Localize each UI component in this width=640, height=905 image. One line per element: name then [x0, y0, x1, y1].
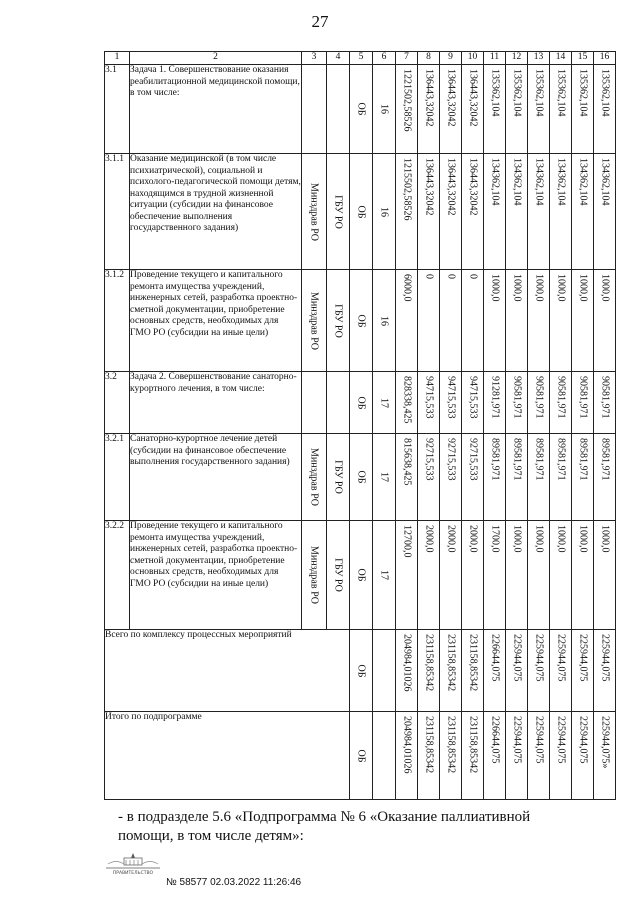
- row-name: Оказание медицинской (в том числе психиатрической), социальной и психолого-педагогической помощи детям, находящимся в трудной жизненной ситуации (субсидии на финансовое обеспечение выполнения государственного задания): [130, 154, 302, 270]
- total-value-cell: [506, 712, 528, 800]
- table-row: [105, 154, 616, 270]
- funding-value-cell: [572, 521, 594, 630]
- total-value: 231158,85342: [445, 716, 456, 774]
- funding-value: 815638,425: [401, 438, 412, 486]
- row-index: 17: [378, 570, 390, 580]
- budget-source-cell: [350, 65, 373, 154]
- funding-value: 2000,0: [445, 525, 456, 553]
- total-value-cell: [506, 630, 528, 712]
- total-value-cell: [418, 712, 440, 800]
- table-body: [105, 52, 616, 800]
- funding-value: 1215502,58526: [401, 158, 412, 221]
- funding-value-cell: [440, 270, 462, 372]
- total-value-cell: [550, 630, 572, 712]
- budget-source: ОБ: [355, 664, 367, 677]
- total-value: 225944,075: [599, 634, 610, 682]
- total-value: 225944,075: [511, 634, 522, 682]
- funding-value-cell: [594, 65, 616, 154]
- funding-value-cell: [396, 372, 418, 434]
- total-value: 225944,075: [577, 716, 588, 764]
- funding-value-cell: [418, 154, 440, 270]
- funding-value: 134362,104: [489, 158, 500, 206]
- funding-value: 136443,32042: [423, 158, 434, 216]
- executor: ГБУ РО: [332, 460, 344, 494]
- total-value-cell: [462, 630, 484, 712]
- total-value: 231158,85342: [467, 716, 478, 774]
- column-number-header: 15: [572, 52, 594, 65]
- funding-value-cell: [484, 65, 506, 154]
- funding-value: 1000,0: [577, 525, 588, 553]
- funding-value: 90581,971: [533, 376, 544, 419]
- total-value: 204984,01026: [401, 634, 412, 692]
- funding-value: 0: [445, 274, 456, 279]
- funding-value: 136443,32042: [423, 69, 434, 127]
- funding-value-cell: [440, 521, 462, 630]
- row-code: 3.1.2: [105, 270, 130, 372]
- funding-value: 1000,0: [599, 525, 610, 553]
- column-number-header: 2: [130, 52, 302, 65]
- funding-value-cell: [572, 65, 594, 154]
- table-row: [105, 521, 616, 630]
- funding-value: 136443,32042: [445, 158, 456, 216]
- budget-source-cell: [350, 434, 373, 521]
- funding-value: 89581,971: [577, 438, 588, 481]
- total-value: 225944,075: [577, 634, 588, 682]
- page-number: 27: [311, 12, 329, 31]
- funding-value: 89581,971: [599, 438, 610, 481]
- funding-value-cell: [462, 154, 484, 270]
- funding-value: 136443,32042: [445, 69, 456, 127]
- budget-source-cell: [350, 630, 373, 712]
- row-code: 3.1.1: [105, 154, 130, 270]
- header-row: [105, 52, 616, 65]
- funding-value-cell: [506, 270, 528, 372]
- total-value-cell: [550, 712, 572, 800]
- funding-value-cell: [506, 372, 528, 434]
- funding-value-cell: [462, 65, 484, 154]
- ministry-cell: [302, 270, 327, 372]
- total-value-cell: [440, 712, 462, 800]
- funding-value-cell: [594, 434, 616, 521]
- total-value-cell: [572, 712, 594, 800]
- funding-value-cell: [528, 372, 550, 434]
- funding-value-cell: [440, 372, 462, 434]
- funding-value: 828338,425: [401, 376, 412, 424]
- ministry: Минздрав РО: [308, 182, 320, 241]
- funding-value-cell: [418, 65, 440, 154]
- funding-value-cell: [418, 372, 440, 434]
- funding-value-cell: [528, 434, 550, 521]
- funding-value-cell: [550, 434, 572, 521]
- funding-value-cell: [440, 65, 462, 154]
- funding-value-cell: [418, 270, 440, 372]
- row-name: Задача 1. Совершенствование оказания реабилитационной медицинской помощи, в том числе:: [130, 65, 302, 154]
- budget-source-cell: [350, 521, 373, 630]
- total-value: 225944,075: [555, 634, 566, 682]
- funding-value-cell: [396, 65, 418, 154]
- funding-value: 135362,104: [555, 69, 566, 117]
- funding-value-cell: [462, 434, 484, 521]
- total-value-cell: [594, 712, 616, 800]
- funding-value-cell: [528, 154, 550, 270]
- funding-value: 92715,533: [467, 438, 478, 481]
- column-number-header: 8: [418, 52, 440, 65]
- total-value: 225944,075: [533, 634, 544, 682]
- budget-source: ОБ: [355, 314, 367, 327]
- funding-value: 134362,104: [577, 158, 588, 206]
- row-index: 17: [378, 397, 390, 408]
- funding-value-cell: [484, 434, 506, 521]
- funding-value-cell: [506, 434, 528, 521]
- budget-source: ОБ: [355, 396, 367, 409]
- paragraph-line-2: помощи, в том числе детям»:: [118, 828, 304, 844]
- budget-source: ОБ: [355, 470, 367, 484]
- total-value: 225944,075»: [599, 716, 610, 769]
- funding-value: 90581,971: [599, 376, 610, 419]
- funding-value: 2000,0: [423, 525, 434, 553]
- total-value: 226644,075: [489, 634, 500, 682]
- executor: ГБУ РО: [332, 194, 344, 229]
- total-value: 225944,075: [555, 716, 566, 764]
- funding-value: 89581,971: [489, 438, 500, 481]
- column-number-header: 1: [105, 52, 130, 65]
- funding-value-cell: [506, 154, 528, 270]
- funding-value: 1700,0: [489, 525, 500, 553]
- funding-value-cell: [594, 270, 616, 372]
- funding-value-cell: [506, 521, 528, 630]
- funding-value: 0: [467, 274, 478, 279]
- column-number-header: 11: [484, 52, 506, 65]
- funding-value: 0: [423, 274, 434, 279]
- budget-source: ОБ: [355, 102, 367, 116]
- table-row: [105, 372, 616, 434]
- row-code: 3.1: [105, 65, 130, 154]
- funding-value: 135362,104: [599, 69, 610, 117]
- budget-source: ОБ: [355, 205, 367, 218]
- ministry-cell: [302, 521, 327, 630]
- funding-value-cell: [484, 270, 506, 372]
- column-number-header: 6: [373, 52, 396, 65]
- ministry-cell: [302, 372, 327, 434]
- total-label: Итого по подпрограмме: [105, 712, 350, 800]
- row-index-cell: [373, 434, 396, 521]
- funding-value: 134362,104: [599, 158, 610, 206]
- funding-value: 90581,971: [555, 376, 566, 419]
- row-index: 17: [378, 472, 390, 482]
- funding-value-cell: [396, 434, 418, 521]
- table-row: [105, 434, 616, 521]
- row-code: 3.2: [105, 372, 130, 434]
- total-value-cell: [572, 630, 594, 712]
- funding-value: 134362,104: [555, 158, 566, 206]
- total-label: Всего по комплексу процессных мероприятий: [105, 630, 350, 712]
- funding-value-cell: [462, 521, 484, 630]
- total-row: [105, 712, 616, 800]
- table-row: [105, 65, 616, 154]
- column-number-header: 14: [550, 52, 572, 65]
- funding-value-cell: [418, 434, 440, 521]
- ministry-cell: [302, 65, 327, 154]
- funding-value-cell: [484, 372, 506, 434]
- total-value-cell: [440, 630, 462, 712]
- paragraph-line-1: - в подразделе 5.6 «Подпрограмма № 6 «Оказание паллиативной: [118, 809, 531, 825]
- total-value: 231158,85342: [467, 634, 478, 692]
- row-index: 16: [378, 206, 390, 217]
- funding-value-cell: [550, 372, 572, 434]
- funding-value: 1000,0: [489, 274, 500, 302]
- total-value: 225944,075: [511, 716, 522, 764]
- row-index: 16: [378, 104, 390, 114]
- document-signature: № 58577 02.03.2022 11:26:46: [166, 877, 302, 888]
- table-row: [105, 270, 616, 372]
- funding-value-cell: [528, 521, 550, 630]
- funding-value-cell: [550, 154, 572, 270]
- funding-value: 135362,104: [489, 69, 500, 117]
- funding-value: 1000,0: [533, 274, 544, 302]
- funding-value-cell: [396, 521, 418, 630]
- funding-value-cell: [462, 270, 484, 372]
- funding-value: 135362,104: [533, 69, 544, 117]
- funding-value: 134362,104: [533, 158, 544, 206]
- budget-source-cell: [350, 270, 373, 372]
- funding-value: 91281,971: [489, 376, 500, 419]
- row-code: 3.2.1: [105, 434, 130, 521]
- funding-value: 89581,971: [533, 438, 544, 481]
- budget-source-cell: [350, 372, 373, 434]
- executor-cell: [327, 521, 350, 630]
- funding-value: 90581,971: [577, 376, 588, 419]
- funding-value-cell: [572, 154, 594, 270]
- funding-value: 12700,0: [401, 525, 412, 558]
- total-value-cell: [484, 630, 506, 712]
- funding-value-cell: [418, 521, 440, 630]
- total-value-cell: [484, 712, 506, 800]
- budget-source: ОБ: [355, 749, 367, 762]
- funding-value-cell: [396, 270, 418, 372]
- funding-value: 92715,533: [423, 438, 434, 481]
- funding-value: 89581,971: [511, 438, 522, 481]
- column-number-header: 3: [302, 52, 327, 65]
- column-number-header: 9: [440, 52, 462, 65]
- funding-value: 135362,104: [577, 69, 588, 117]
- total-value-cell: [396, 630, 418, 712]
- funding-value: 1000,0: [511, 274, 522, 302]
- row-index-cell: [373, 65, 396, 154]
- executor-cell: [327, 372, 350, 434]
- funding-value: 136443,32042: [467, 158, 478, 216]
- funding-value: 94715,533: [423, 376, 434, 419]
- funding-value: 1000,0: [555, 274, 566, 302]
- funding-value: 1000,0: [555, 525, 566, 553]
- funding-value-cell: [572, 434, 594, 521]
- column-number-header: 4: [327, 52, 350, 65]
- total-value-cell: [528, 712, 550, 800]
- total-value: 231158,85342: [423, 716, 434, 774]
- column-number-header: 7: [396, 52, 418, 65]
- budget-table: [104, 51, 616, 800]
- total-value: 204984,01026: [401, 716, 412, 774]
- executor: ГБУ РО: [332, 558, 344, 592]
- row-index-cell: [373, 270, 396, 372]
- executor-cell: [327, 65, 350, 154]
- stamp-text: ПРАВИТЕЛЬСТВО: [112, 871, 154, 876]
- funding-value: 6000,0: [401, 274, 412, 302]
- row-name: Проведение текущего и капитального ремонта имущества учреждений, инженерных сетей, разработка проектно-сметной документации, приобретение основных средств, необходимых для ГМО РО (субсидии на иные цели): [130, 521, 302, 630]
- ministry: Минздрав РО: [308, 291, 320, 350]
- ministry: Минздрав РО: [308, 447, 320, 507]
- funding-value: 1000,0: [577, 274, 588, 302]
- row-name: Задача 2. Совершенствование санаторно-курортного лечения, в том числе:: [130, 372, 302, 434]
- funding-value: 2000,0: [467, 525, 478, 553]
- total-value: 231158,85342: [423, 634, 434, 692]
- funding-value-cell: [572, 372, 594, 434]
- amendment-paragraph: [118, 808, 618, 846]
- funding-value: 135362,104: [511, 69, 522, 117]
- funding-value-cell: [396, 154, 418, 270]
- ministry-cell: [302, 434, 327, 521]
- funding-value-cell: [484, 521, 506, 630]
- funding-value: 1000,0: [533, 525, 544, 553]
- funding-value-cell: [506, 65, 528, 154]
- funding-value-cell: [528, 270, 550, 372]
- executor: ГБУ РО: [332, 303, 344, 338]
- ministry-cell: [302, 154, 327, 270]
- funding-value: 94715,533: [467, 376, 478, 419]
- funding-value-cell: [484, 154, 506, 270]
- ministry: Минздрав РО: [308, 545, 320, 605]
- row-name: Проведение текущего и капитального ремонта имущества учреждений, инженерных сетей, разработка проектно-сметной документации, приобретение основных средств, необходимых для ГМО РО (субсидии на иные цели): [130, 270, 302, 372]
- total-value: 226644,075: [489, 716, 500, 764]
- row-name: Санаторно-курортное лечение детей (субсидии на финансовое обеспечение выполнения государственного задания): [130, 434, 302, 521]
- column-number-header: 10: [462, 52, 484, 65]
- executor-cell: [327, 434, 350, 521]
- row-index-cell: [373, 521, 396, 630]
- funding-value: 90581,971: [511, 376, 522, 419]
- funding-value-cell: [550, 270, 572, 372]
- row-index: 16: [378, 315, 390, 326]
- funding-value: 134362,104: [511, 158, 522, 206]
- funding-value-cell: [440, 434, 462, 521]
- funding-value-cell: [528, 65, 550, 154]
- total-value-cell: [418, 630, 440, 712]
- budget-source: ОБ: [355, 568, 367, 582]
- total-value-cell: [462, 712, 484, 800]
- row-index-cell: [373, 372, 396, 434]
- executor-cell: [327, 154, 350, 270]
- funding-value-cell: [594, 154, 616, 270]
- funding-value-cell: [550, 521, 572, 630]
- funding-value: 1000,0: [511, 525, 522, 553]
- funding-value: 89581,971: [555, 438, 566, 481]
- budget-source-cell: [350, 712, 373, 800]
- row-index-cell: [373, 154, 396, 270]
- funding-value-cell: [462, 372, 484, 434]
- funding-value-cell: [594, 521, 616, 630]
- total-value-cell: [594, 630, 616, 712]
- government-stamp-logo: [104, 850, 162, 876]
- funding-value-cell: [572, 270, 594, 372]
- funding-value: 92715,533: [445, 438, 456, 481]
- total-value-cell: [396, 712, 418, 800]
- funding-value-cell: [550, 65, 572, 154]
- row-code: 3.2.2: [105, 521, 130, 630]
- funding-value: 1221502,58526: [401, 69, 412, 132]
- total-value: 231158,85342: [445, 634, 456, 692]
- funding-value: 1000,0: [599, 274, 610, 302]
- funding-value-cell: [440, 154, 462, 270]
- total-value-cell: [528, 630, 550, 712]
- column-number-header: 16: [594, 52, 616, 65]
- column-number-header: 5: [350, 52, 373, 65]
- funding-value: 94715,533: [445, 376, 456, 419]
- column-number-header: 13: [528, 52, 550, 65]
- column-number-header: 12: [506, 52, 528, 65]
- empty-cell: [373, 630, 396, 712]
- total-row: [105, 630, 616, 712]
- funding-value-cell: [594, 372, 616, 434]
- executor-cell: [327, 270, 350, 372]
- total-value: 225944,075: [533, 716, 544, 764]
- empty-cell: [373, 712, 396, 800]
- funding-value: 136443,32042: [467, 69, 478, 127]
- budget-source-cell: [350, 154, 373, 270]
